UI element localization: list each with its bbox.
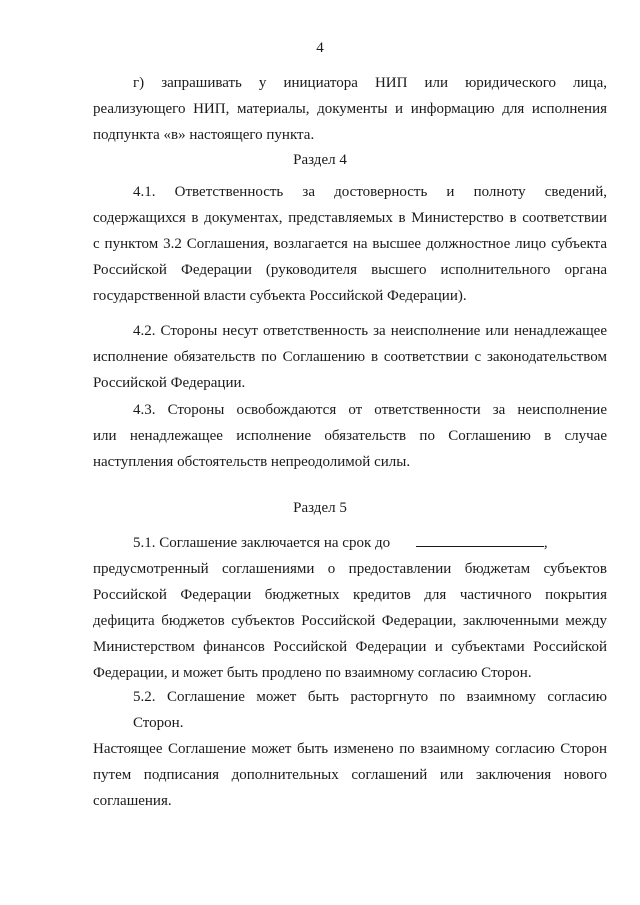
paragraph-4-1 bbox=[93, 179, 607, 309]
paragraph-line: 5.2. Соглашение может быть расторгнуто по взаимному согласию Сторон. bbox=[133, 689, 607, 731]
paragraph-line: государственной власти субъекта Российской Федерации). bbox=[93, 288, 467, 304]
paragraph-line: Российской Федерации (руководителя высшего исполнительного органа bbox=[93, 262, 607, 278]
paragraph-5-2 bbox=[93, 684, 607, 814]
date-blank-line bbox=[416, 532, 544, 547]
paragraph-line: г) запрашивать у инициатора НИП или юридического лица, bbox=[133, 75, 607, 91]
paragraph-4-2 bbox=[93, 318, 607, 396]
paragraph-line: 4.3. Стороны освобождаются от ответственности за неисполнение bbox=[133, 402, 607, 418]
paragraph-5-1-lead: 5.1. Соглашение заключается на срок до bbox=[133, 535, 391, 551]
paragraph-line: Федерации, и может быть продлено по взаимному согласию Сторон. bbox=[93, 665, 532, 681]
paragraph-line: Российской Федерации бюджетных кредитов для частичного покрытия bbox=[93, 587, 607, 603]
blank-suffix: , bbox=[543, 535, 548, 551]
paragraph-line bbox=[93, 530, 607, 556]
paragraph-line: наступления обстоятельств непреодолимой силы. bbox=[93, 454, 411, 470]
paragraph-line: или ненадлежащее исполнение обязательств по Соглашению в случае bbox=[93, 428, 607, 444]
paragraph-line: соглашения. bbox=[93, 793, 172, 809]
section-4-heading: Раздел 4 bbox=[293, 152, 347, 168]
paragraph-line: подпункта «в» настоящего пункта. bbox=[93, 127, 315, 143]
paragraph-line: реализующего НИП, материалы, документы и информацию для исполнения bbox=[93, 101, 607, 117]
paragraph-line: Настоящее Соглашение может быть изменено по взаимному согласию Сторон bbox=[93, 741, 607, 757]
paragraph-line: исполнение обязательств по Соглашению в соответствии с законодательством bbox=[93, 349, 607, 365]
paragraph-line: Российской Федерации. bbox=[93, 375, 246, 391]
paragraph-line: 4.1. Ответственность за достоверность и полноту сведений, bbox=[133, 184, 607, 200]
paragraph-line: Министерством финансов Российской Федерации и субъектами Российской bbox=[93, 639, 607, 655]
paragraph-g bbox=[93, 70, 607, 148]
paragraph-line: путем подписания дополнительных соглашений или заключения нового bbox=[93, 767, 607, 783]
paragraph-line: с пунктом 3.2 Соглашения, возлагается на высшее должностное лицо субъекта bbox=[93, 236, 607, 252]
page-number: 4 bbox=[316, 40, 324, 56]
section-5-heading: Раздел 5 bbox=[293, 500, 347, 516]
paragraph-line: дефицита бюджетов субъектов Российской Федерации, заключенными между bbox=[93, 613, 607, 629]
paragraph-line: 4.2. Стороны несут ответственность за неисполнение или ненадлежащее bbox=[133, 323, 607, 339]
paragraph-line: содержащихся в документах, представляемых в Министерство в соответствии bbox=[93, 210, 607, 226]
paragraph-line: предусмотренный соглашениями о предоставлении бюджетам субъектов bbox=[93, 561, 607, 577]
paragraph-5-1 bbox=[93, 530, 607, 686]
paragraph-4-3 bbox=[93, 397, 607, 475]
